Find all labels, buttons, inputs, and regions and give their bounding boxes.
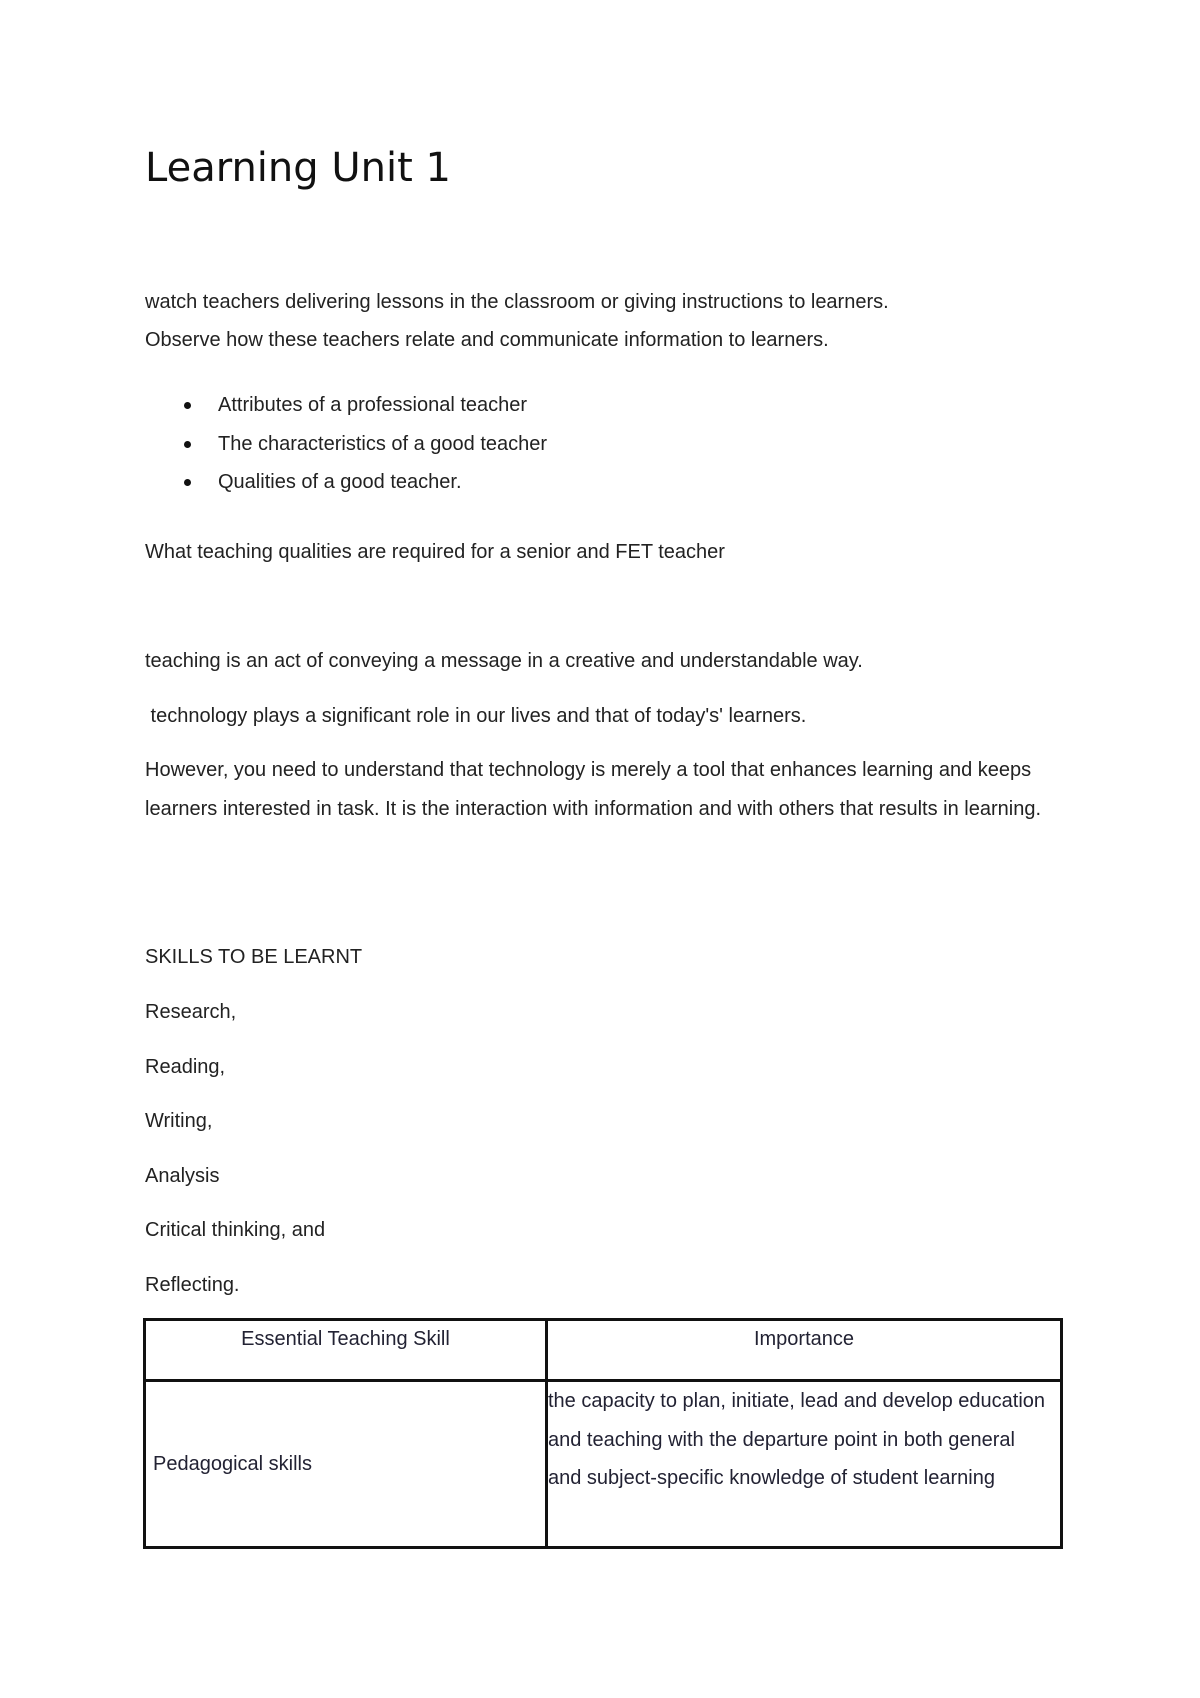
skill-item: Reading, bbox=[145, 1056, 226, 1078]
table-header-skill: Essential Teaching Skill bbox=[145, 1320, 547, 1381]
table-row bbox=[145, 1381, 1062, 1548]
intro-line-1: watch teachers delivering lessons in the classroom or giving instructions to learners. bbox=[145, 291, 889, 313]
skill-item: Research, bbox=[145, 1001, 237, 1023]
bullet-icon bbox=[184, 479, 191, 486]
table-header-row bbox=[145, 1320, 1062, 1381]
skill-item: Writing, bbox=[145, 1110, 213, 1132]
bullet-icon bbox=[184, 402, 191, 409]
skills-table bbox=[143, 1318, 1063, 1549]
definition-paragraph: teaching is an act of conveying a message in a creative and understandable way. bbox=[145, 650, 863, 672]
list-item bbox=[145, 463, 547, 502]
list-item-text: Attributes of a professional teacher bbox=[218, 394, 528, 416]
bullet-list bbox=[145, 386, 547, 502]
intro-line-2: Observe how these teachers relate and communicate information to learners. bbox=[145, 329, 829, 351]
table-header-importance: Importance bbox=[547, 1320, 1062, 1381]
list-item-text: Qualities of a good teacher. bbox=[218, 471, 462, 493]
skills-heading: SKILLS TO BE LEARNT bbox=[145, 946, 363, 968]
page-title: Learning Unit 1 bbox=[145, 145, 451, 191]
skill-item: Critical thinking, and bbox=[145, 1219, 326, 1241]
skill-item: Reflecting. bbox=[145, 1274, 240, 1296]
list-item bbox=[145, 425, 547, 464]
technology-note-paragraph: However, you need to understand that technology is merely a tool that enhances learning and keeps learners interested in task. It is the interaction with information and with others that results in learning. bbox=[145, 759, 1042, 820]
question-paragraph: What teaching qualities are required for a senior and FET teacher bbox=[145, 541, 725, 563]
technology-role-paragraph: technology plays a significant role in our lives and that of today's' learners. bbox=[145, 705, 807, 727]
skill-item: Analysis bbox=[145, 1165, 220, 1187]
table-cell-importance: the capacity to plan, initiate, lead and develop education and teaching with the departure point in both general and subject-specific knowledge of student learning bbox=[547, 1381, 1062, 1548]
list-item-text: The characteristics of a good teacher bbox=[218, 432, 548, 455]
table-cell-skill: Pedagogical skills bbox=[145, 1381, 547, 1548]
list-item bbox=[145, 386, 547, 425]
bullet-icon bbox=[184, 441, 191, 448]
